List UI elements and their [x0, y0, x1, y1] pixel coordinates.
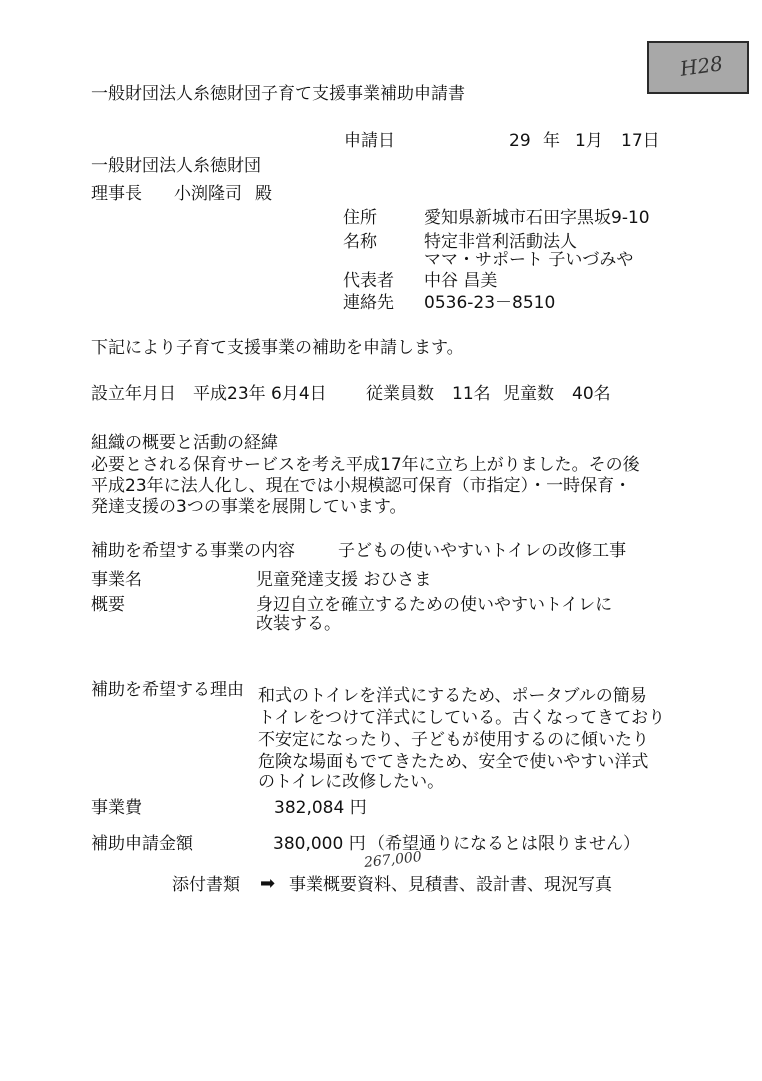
- addressee-org: 一般財団法人糸徳財団: [91, 156, 261, 176]
- date-label: 申請日: [344, 131, 395, 151]
- staff-label: 従業員数: [366, 384, 434, 404]
- addressee-title: 理事長: [91, 184, 142, 204]
- cost-label: 事業費: [91, 798, 142, 818]
- reason-line: トイレをつけて洋式にしている。古くなってきており: [258, 708, 666, 728]
- date-year-unit: 年: [543, 131, 560, 151]
- arrow-right-icon: ➡: [260, 873, 276, 894]
- applicant-rep: 中谷 昌美: [424, 271, 498, 291]
- reason-line: 危険な場面もでてきたため、安全で使いやすい洋式: [258, 752, 649, 772]
- cost-value: 382,084 円: [274, 798, 367, 818]
- project-content-value: 子どもの使いやすいトイレの改修工事: [338, 541, 627, 561]
- reason-line: のトイレに改修したい。: [258, 772, 445, 792]
- project-name-value: 児童発達支援 おひさま: [256, 570, 432, 590]
- document-title: 一般財団法人糸徳財団子育て支援事業補助申請書: [91, 84, 465, 104]
- applicant-name-label: 名称: [343, 232, 377, 252]
- attachments-label: 添付書類: [172, 875, 240, 895]
- handwritten-amount: 267,000: [363, 849, 423, 871]
- project-summary-line: 改装する。: [256, 614, 341, 634]
- reason-line: 和式のトイレを洋式にするため、ポータブルの簡易: [258, 686, 647, 706]
- stamp-handwriting: H28: [678, 51, 725, 81]
- overview-line: 発達支援の3つの事業を展開しています。: [91, 497, 407, 517]
- addressee-name: 小渕隆司: [174, 184, 242, 204]
- attachments-value: 事業概要資料、見積書、設計書、現況写真: [289, 875, 612, 895]
- applicant-contact-label: 連絡先: [343, 293, 394, 313]
- children-label: 児童数: [503, 384, 554, 404]
- applicant-rep-label: 代表者: [343, 271, 394, 291]
- date-month: 1月: [575, 131, 603, 151]
- staff-value: 11名: [452, 384, 491, 404]
- establishment-label: 設立年月日: [91, 384, 176, 404]
- project-content-label: 補助を希望する事業の内容: [91, 541, 295, 561]
- project-summary-label: 概要: [91, 595, 125, 615]
- request-value: 380,000 円: [273, 834, 366, 854]
- statement: 下記により子育て支援事業の補助を申請します。: [91, 338, 464, 358]
- establishment-value: 平成23年 6月4日: [193, 384, 327, 404]
- applicant-address: 愛知県新城市石田字黒坂9-10: [424, 208, 650, 228]
- applicant-contact: 0536-23－8510: [424, 293, 556, 313]
- applicant-name-line1: 特定非営利活動法人: [424, 232, 577, 252]
- request-label: 補助申請金額: [91, 834, 193, 854]
- date-day: 17日: [621, 131, 660, 151]
- addressee-honorific: 殿: [255, 184, 272, 204]
- applicant-name-line2: ママ・サポート 子いづみや: [424, 250, 634, 270]
- overview-line: 平成23年に法人化し、現在では小規模認可保育（市指定）・一時保育・: [91, 476, 632, 496]
- request-note: （希望通りになるとは限りません）: [368, 834, 640, 854]
- applicant-address-label: 住所: [343, 208, 377, 228]
- date-year: 29: [509, 131, 531, 151]
- overview-heading: 組織の概要と活動の経緯: [91, 433, 278, 453]
- overview-line: 必要とされる保育サービスを考え平成17年に立ち上がりました。その後: [91, 455, 640, 475]
- reason-line: 不安定になったり、子どもが使用するのに傾いたり: [258, 730, 649, 750]
- project-name-label: 事業名: [91, 570, 142, 590]
- children-value: 40名: [572, 384, 611, 404]
- project-summary-line: 身辺自立を確立するための使いやすいトイレに: [256, 595, 613, 615]
- reason-label: 補助を希望する理由: [91, 680, 244, 700]
